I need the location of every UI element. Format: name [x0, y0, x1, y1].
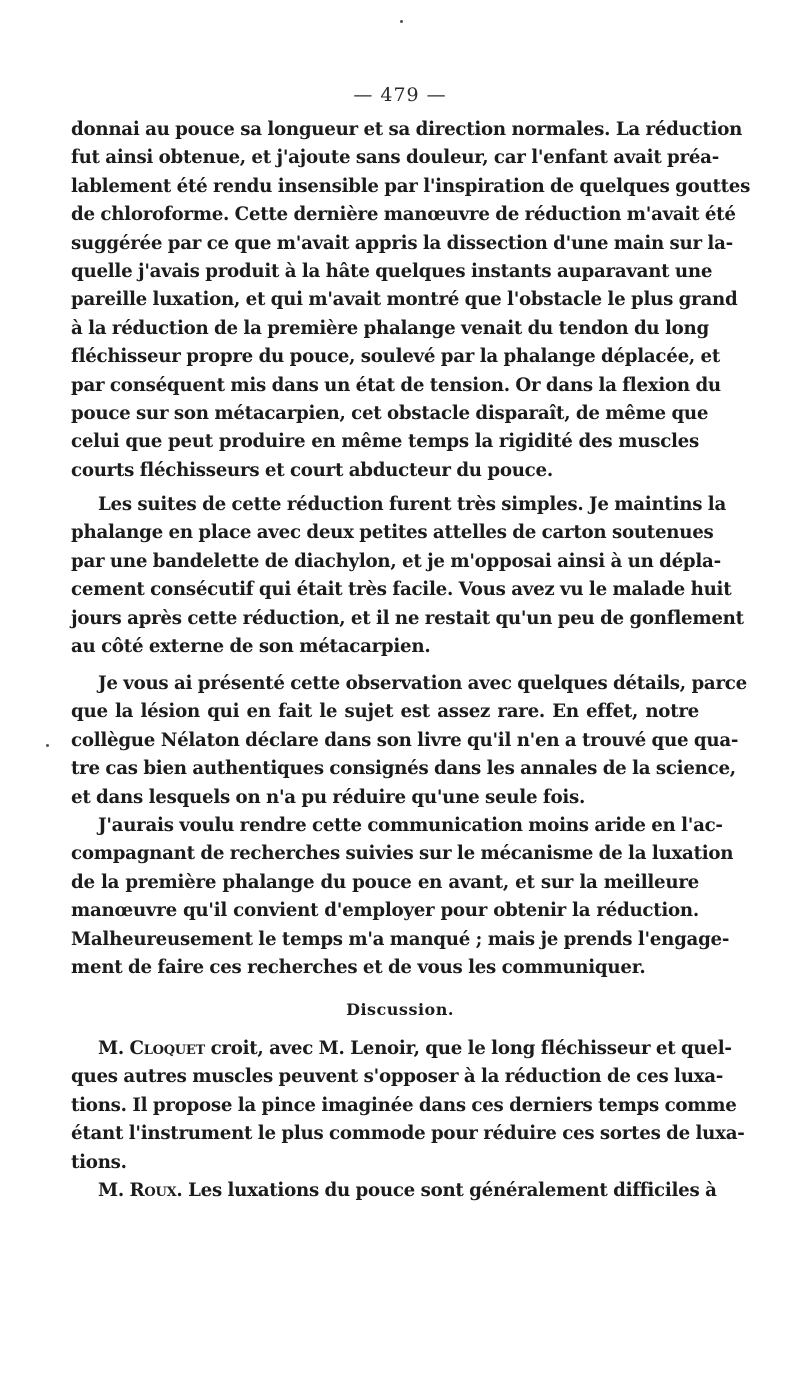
speaker-prefix: M.	[98, 1038, 130, 1059]
text-line: tions. Il propose la pince imaginée dans ces derniers temps comme	[71, 1094, 737, 1116]
text-line: de la première phalange du pouce en avant, et sur la meilleure	[71, 871, 699, 893]
text-line: pouce sur son métacarpien, cet obstacle disparaît, de même que	[71, 402, 709, 424]
line-text: . Les luxations du pouce sont généralement difficiles à	[176, 1180, 717, 1201]
text-line: au côté externe de son métacarpien.	[71, 635, 431, 657]
text-line: ment de faire ces recherches et de vous les communiquer.	[71, 956, 646, 978]
text-line: manœuvre qu'il convient d'employer pour obtenir la réduction.	[71, 900, 699, 922]
paragraph-roux	[71, 1177, 717, 1205]
print-speck	[46, 744, 49, 747]
text-line: de chloroforme. Cette dernière manœuvre de réduction m'avait été	[71, 204, 736, 226]
print-speck	[400, 20, 403, 23]
text-line: par une bandelette de diachylon, et je m'opposai ainsi à un dépla-	[71, 550, 721, 572]
text-line: fut ainsi obtenue, et j'ajoute sans douleur, car l'enfant avait préa-	[71, 147, 720, 169]
text-line: Je vous ai présenté cette observation avec quelques détails, parce	[98, 673, 747, 694]
paragraph-3	[71, 670, 747, 812]
text-line: lablement été rendu insensible par l'inspiration de quelques gouttes	[71, 175, 751, 197]
line-text: croit, avec M. Lenoir, que le long fléchisseur et quel-	[204, 1038, 732, 1059]
section-heading: Discussion.	[346, 1000, 454, 1019]
text-line	[71, 1177, 717, 1205]
text-line: donnai au pouce sa longueur et sa direction normales. La réduction	[71, 119, 743, 140]
text-line: tions.	[71, 1151, 127, 1173]
text-line: ques autres muscles peuvent s'opposer à la réduction de ces luxa-	[71, 1066, 724, 1088]
paragraph-4	[71, 812, 734, 982]
text-line: collègue Nélaton déclare dans son livre qu'il n'en a trouvé que qua-	[71, 729, 739, 751]
text-line: Malheureusement le temps m'a manqué ; mais je prends l'engage-	[71, 928, 730, 950]
paragraph-cloquet	[71, 1035, 745, 1177]
text-line: quelle j'avais produit à la hâte quelques instants auparavant une	[71, 260, 713, 282]
text-line: étant l'instrument le plus commode pour réduire ces sortes de luxa-	[71, 1123, 745, 1145]
text-line: jours après cette réduction, et il ne restait qu'un peu de gonflement	[71, 607, 744, 629]
text-line: J'aurais voulu rendre cette communication moins aride en l'ac-	[98, 815, 723, 836]
paragraph-1	[71, 116, 751, 485]
text-line: Les suites de cette réduction furent très simples. Je maintins la	[98, 494, 726, 515]
text-line: que la lésion qui en fait le sujet est assez rare. En effet, notre	[71, 701, 699, 723]
page-number: — 479 —	[353, 84, 447, 106]
text-line: cement consécutif qui était très facile. Vous avez vu le malade huit	[71, 579, 732, 601]
speaker-name: Cloquet	[129, 1038, 205, 1059]
text-line: tre cas bien authentiques consignés dans les annales de la science,	[71, 758, 736, 780]
text-line: phalange en place avec deux petites attelles de carton soutenues	[71, 522, 714, 544]
text-line	[71, 1035, 732, 1063]
speaker-prefix: M.	[98, 1180, 130, 1201]
text-line: et dans lesquels on n'a pu réduire qu'une seule fois.	[71, 786, 586, 808]
text-line: à la réduction de la première phalange venait du tendon du long	[71, 317, 709, 339]
text-line: suggérée par ce que m'avait appris la dissection d'une main sur la-	[71, 232, 733, 254]
text-line: pareille luxation, et qui m'avait montré que l'obstacle le plus grand	[71, 289, 738, 311]
paragraph-2	[71, 491, 744, 661]
text-line: compagnant de recherches suivies sur le mécanisme de la luxation	[71, 843, 734, 865]
text-line: courts fléchisseurs et court abducteur du pouce.	[71, 459, 553, 481]
speaker-name: Roux	[129, 1180, 177, 1201]
text-line: celui que peut produire en même temps la rigidité des muscles	[71, 431, 699, 453]
text-line: fléchisseur propre du pouce, soulevé par la phalange déplacée, et	[71, 346, 721, 368]
text-line: par conséquent mis dans un état de tension. Or dans la flexion du	[71, 374, 721, 396]
